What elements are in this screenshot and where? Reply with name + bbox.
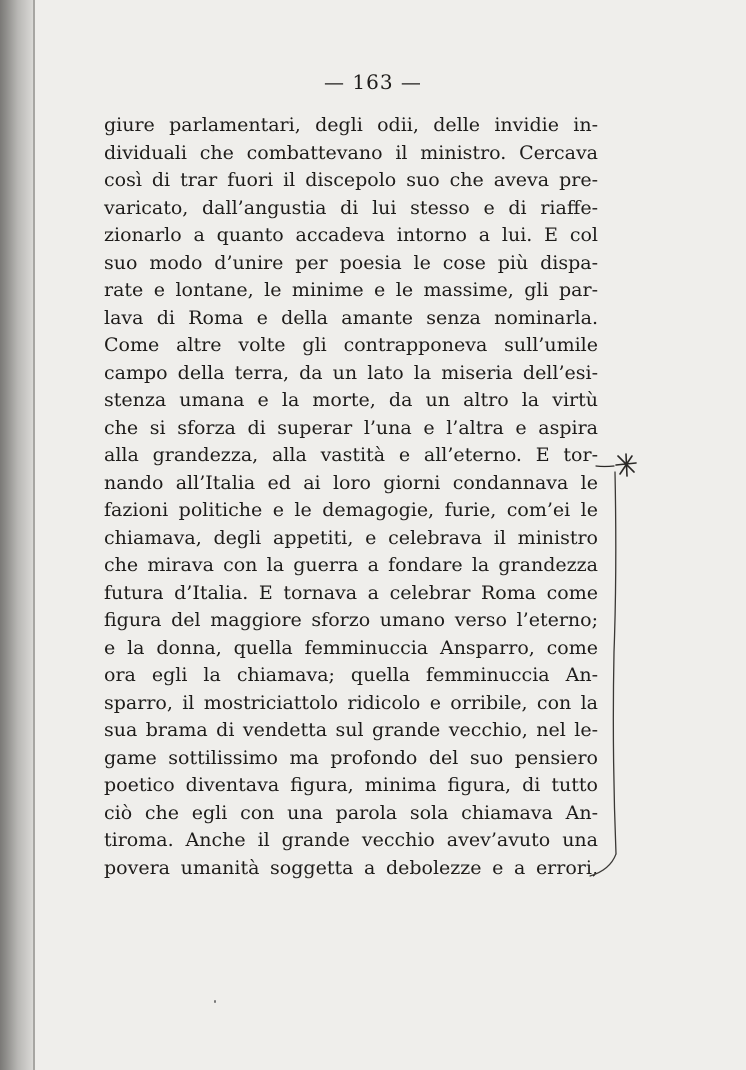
text-line: stenza umana e la morte, da un altro la virtù [104, 389, 598, 411]
text-line: nando all’Italia ed ai loro giorni condannava le [104, 471, 598, 494]
page-number: — 163 — [324, 70, 422, 94]
text-line: ciò che egli con una parola sola chiamava An- [104, 801, 598, 824]
text-line: game sottilissimo ma profondo del suo pensiero [104, 746, 598, 769]
text-line: lava di Roma e della amante senza nominarla. [104, 306, 598, 329]
margin-annotation-bracket [596, 452, 644, 892]
text-line: povera umanità soggetta a debolezze e a errori, [104, 856, 598, 879]
text-line: zionarlo a quanto accadeva intorno a lui. E col [104, 224, 598, 246]
text-line: varicato, dall’angustia di lui stesso e di riaffe- [104, 196, 598, 219]
text-line: suo modo d’unire per poesia le cose più dispa- [104, 251, 598, 274]
text-line: ora egli la chiamava; quella femminuccia An- [104, 664, 598, 686]
text-line: chiamava, degli appetiti, e celebrava il ministro [104, 526, 598, 549]
text-line: così di trar fuori il discepolo suo che aveva pre- [104, 169, 598, 191]
body-text [104, 112, 598, 882]
text-line: Come altre volte gli contrapponeva sull’umile [104, 334, 598, 356]
text-line: giure parlamentari, degli odii, delle invidie in- [104, 114, 598, 136]
text-line: sparro, il mostriciattolo ridicolo e orribile, con la [104, 691, 598, 714]
text-line: poetico diventava figura, minima figura, di tutto [104, 774, 598, 796]
paper-speck [214, 1000, 216, 1003]
text-line: rate e lontane, le minime e le massime, gli par- [104, 279, 598, 301]
text-line: e la donna, quella femminuccia Ansparro, come [104, 636, 598, 659]
text-line: che mirava con la guerra a fondare la grandezza [104, 554, 598, 576]
handwritten-star-icon [616, 454, 636, 476]
text-line: sua brama di vendetta sul grande vecchio, nel le- [104, 719, 598, 741]
text-line: figura del maggiore sforzo umano verso l’eterno; [104, 609, 598, 631]
binding-shadow [0, 0, 34, 1070]
text-line: alla grandezza, alla vastità e all’eterno. E tor- [104, 444, 598, 466]
text-line: futura d’Italia. E tornava a celebrar Roma come [104, 581, 598, 604]
text-line: tiroma. Anche il grande vecchio avev’avuto una [104, 829, 598, 851]
text-line: campo della terra, da un lato la miseria dell’esi- [104, 361, 598, 384]
binding-line [33, 0, 35, 1070]
text-line: che si sforza di superar l’una e l’altra e aspira [104, 416, 598, 439]
text-line: dividuali che combattevano il ministro. Cercava [104, 141, 598, 164]
text-line: fazioni politiche e le demagogie, furie, com’ei le [104, 499, 598, 521]
